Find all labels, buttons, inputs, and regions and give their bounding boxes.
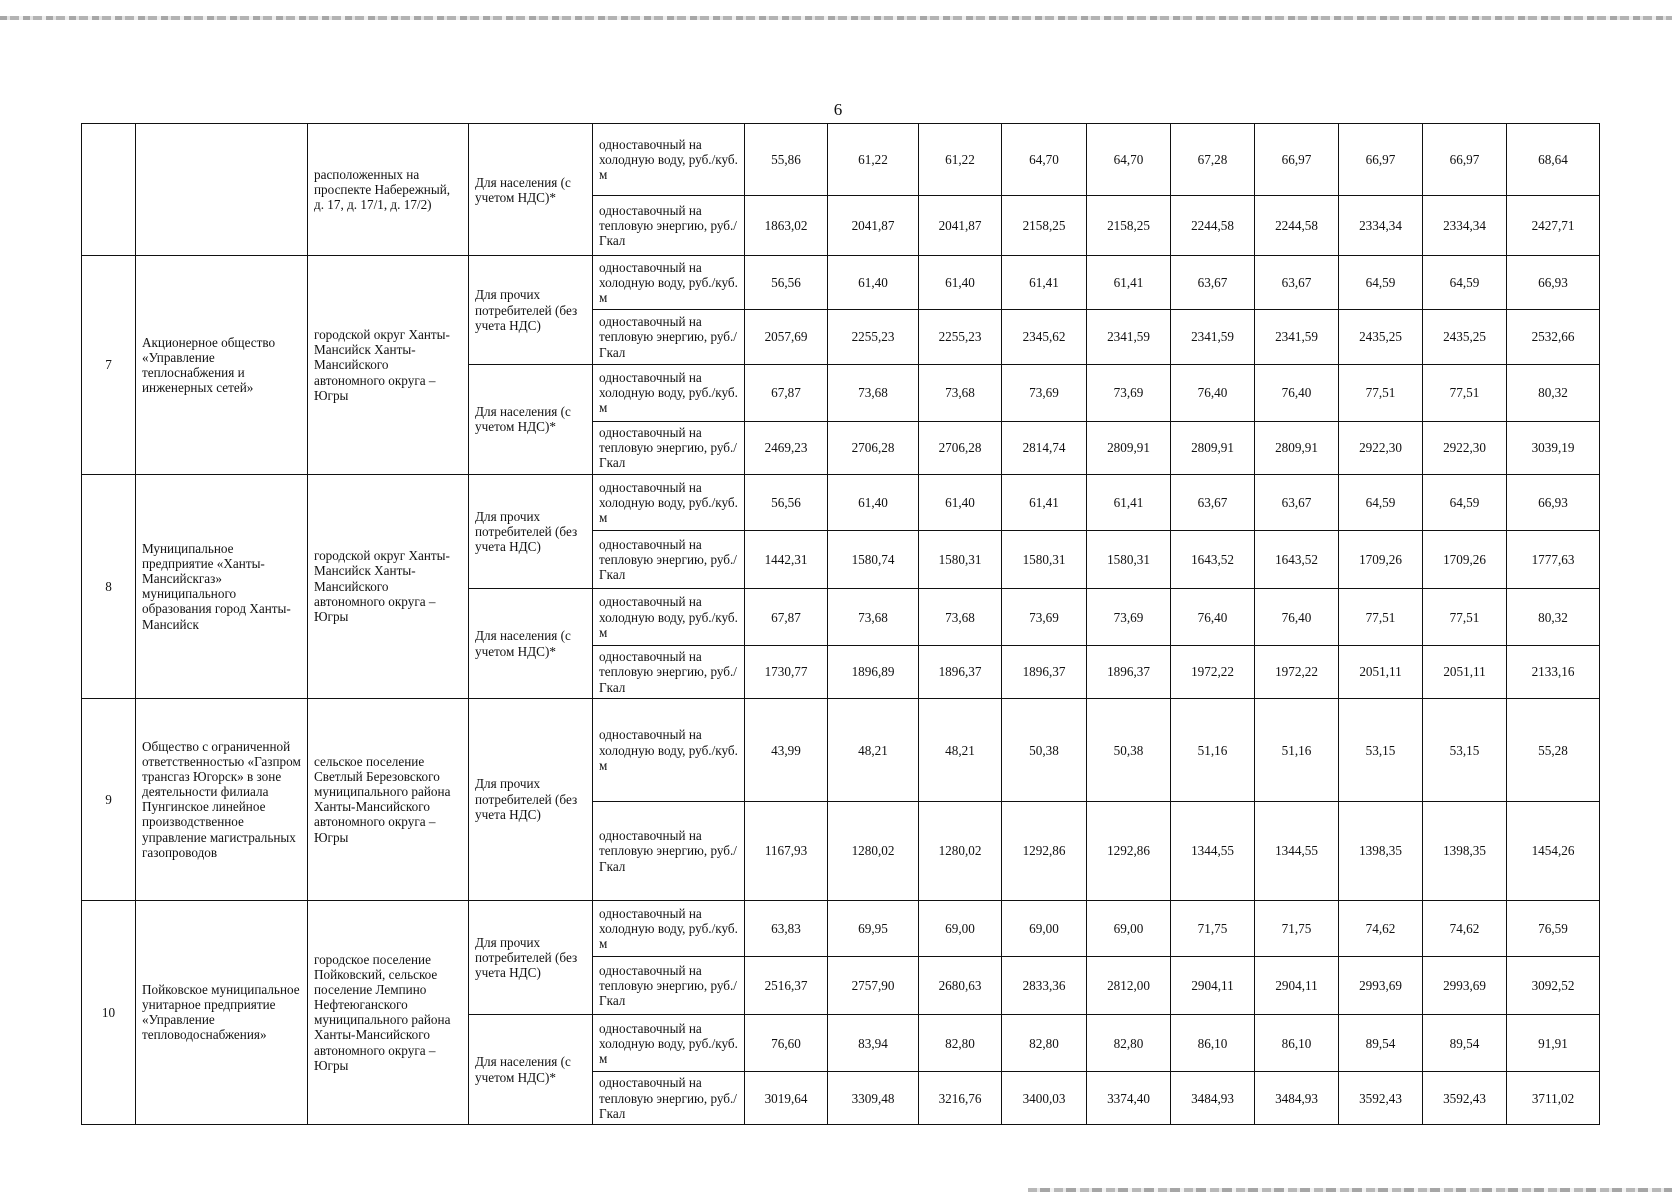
tariff-value: 2435,25	[1339, 310, 1423, 365]
tariff-value: 2341,59	[1171, 310, 1255, 365]
tariff-value: 56,56	[745, 256, 828, 310]
rate-type: одноставочный на тепловую энергию, руб./ Гкал	[593, 802, 745, 900]
tariff-value: 89,54	[1339, 1015, 1423, 1072]
tariff-value: 2814,74	[1002, 421, 1087, 474]
tariff-value: 86,10	[1255, 1015, 1339, 1072]
tariff-value: 2255,23	[828, 310, 919, 365]
tariff-value: 73,68	[919, 589, 1002, 646]
rate-type: одноставочный на тепловую энергию, руб./ Гкал	[593, 421, 745, 474]
tariff-value: 1863,02	[745, 196, 828, 256]
tariff-value: 48,21	[828, 698, 919, 801]
tariff-value: 71,75	[1255, 900, 1339, 957]
tariff-value: 82,80	[1087, 1015, 1171, 1072]
tariff-value: 3484,93	[1171, 1072, 1255, 1125]
rate-type: одноставочный на холодную воду, руб./куб. м	[593, 364, 745, 421]
service-area: расположенных на проспекте Набережный, д. 17, д. 17/1, д. 17/2)	[308, 124, 469, 256]
tariff-value: 1580,31	[1002, 531, 1087, 589]
tariff-value: 61,41	[1002, 474, 1087, 531]
service-area: городской округ Ханты-Мансийск Ханты-Мансийского автономного округа – Югры	[308, 256, 469, 474]
tariff-value: 50,38	[1087, 698, 1171, 801]
tariff-value: 71,75	[1171, 900, 1255, 957]
tariff-value: 2334,34	[1339, 196, 1423, 256]
tariff-value: 73,68	[919, 364, 1002, 421]
tariff-value: 2435,25	[1423, 310, 1507, 365]
tariff-value: 66,97	[1255, 124, 1339, 196]
tariff-value: 1344,55	[1255, 802, 1339, 900]
tariff-value: 91,91	[1507, 1015, 1600, 1072]
tariff-value: 73,68	[828, 589, 919, 646]
tariff-value: 77,51	[1339, 589, 1423, 646]
tariff-value: 61,22	[919, 124, 1002, 196]
tariff-value: 1777,63	[1507, 531, 1600, 589]
scan-artifact-bottom	[1028, 1188, 1672, 1192]
service-area: городское поселение Пойковский, сельское поселение Лемпино Нефтеюганского муниципального района Ханты-Мансийского автономного округа – Югры	[308, 900, 469, 1124]
tariff-value: 1167,93	[745, 802, 828, 900]
tariff-value: 76,59	[1507, 900, 1600, 957]
tariff-value: 1344,55	[1171, 802, 1255, 900]
tariff-value: 2904,11	[1255, 957, 1339, 1015]
tariff-value: 3400,03	[1002, 1072, 1087, 1125]
tariff-value: 2922,30	[1339, 421, 1423, 474]
tariff-value: 3592,43	[1423, 1072, 1507, 1125]
tariff-value: 2133,16	[1507, 646, 1600, 699]
tariff-value: 2809,91	[1171, 421, 1255, 474]
consumer-category: Для прочих потребителей (без учета НДС)	[469, 900, 593, 1015]
tariff-value: 76,40	[1171, 589, 1255, 646]
tariff-value: 1709,26	[1423, 531, 1507, 589]
tariff-value: 2809,91	[1255, 421, 1339, 474]
tariff-value: 1398,35	[1423, 802, 1507, 900]
tariff-value: 64,70	[1087, 124, 1171, 196]
tariff-value: 2809,91	[1087, 421, 1171, 474]
row-index: 10	[82, 900, 136, 1124]
tariff-value: 3309,48	[828, 1072, 919, 1125]
tariff-value: 73,69	[1002, 589, 1087, 646]
tariff-value: 1398,35	[1339, 802, 1423, 900]
tariff-value: 1709,26	[1339, 531, 1423, 589]
table-row	[82, 900, 1600, 957]
tariff-value: 2757,90	[828, 957, 919, 1015]
tariff-value: 2051,11	[1423, 646, 1507, 699]
tariff-value: 2904,11	[1171, 957, 1255, 1015]
row-index: 7	[82, 256, 136, 474]
tariff-value: 2158,25	[1087, 196, 1171, 256]
tariff-value: 3711,02	[1507, 1072, 1600, 1125]
tariff-value: 61,40	[919, 474, 1002, 531]
tariff-value: 2812,00	[1087, 957, 1171, 1015]
tariff-value: 3092,52	[1507, 957, 1600, 1015]
rate-type: одноставочный на холодную воду, руб./куб. м	[593, 900, 745, 957]
rate-type: одноставочный на тепловую энергию, руб./ Гкал	[593, 531, 745, 589]
rate-type: одноставочный на холодную воду, руб./куб. м	[593, 256, 745, 310]
tariff-value: 61,40	[828, 256, 919, 310]
tariff-value: 1972,22	[1255, 646, 1339, 699]
tariff-value: 61,40	[919, 256, 1002, 310]
tariff-value: 50,38	[1002, 698, 1087, 801]
rate-type: одноставочный на холодную воду, руб./куб. м	[593, 124, 745, 196]
tariff-value: 2993,69	[1339, 957, 1423, 1015]
tariff-value: 3374,40	[1087, 1072, 1171, 1125]
tariff-value: 2469,23	[745, 421, 828, 474]
tariff-value: 3484,93	[1255, 1072, 1339, 1125]
consumer-category: Для прочих потребителей (без учета НДС)	[469, 698, 593, 900]
table-row	[82, 698, 1600, 801]
tariff-value: 64,70	[1002, 124, 1087, 196]
tariff-value: 73,69	[1087, 589, 1171, 646]
tariff-value: 89,54	[1423, 1015, 1507, 1072]
tariff-value: 1292,86	[1087, 802, 1171, 900]
tariff-value: 66,93	[1507, 256, 1600, 310]
tariff-value: 1896,89	[828, 646, 919, 699]
tariff-value: 68,64	[1507, 124, 1600, 196]
organization-name: Пойковское муниципальное унитарное предприятие «Управление тепловодоснабжения»	[136, 900, 308, 1124]
tariff-value: 1580,31	[919, 531, 1002, 589]
tariff-value: 67,28	[1171, 124, 1255, 196]
tariff-value: 1643,52	[1171, 531, 1255, 589]
tariff-value: 2341,59	[1087, 310, 1171, 365]
rate-type: одноставочный на холодную воду, руб./куб. м	[593, 1015, 745, 1072]
tariff-value: 69,00	[1002, 900, 1087, 957]
tariff-value: 1454,26	[1507, 802, 1600, 900]
tariff-value: 76,40	[1255, 589, 1339, 646]
tariff-value: 61,41	[1087, 474, 1171, 531]
tariff-value: 77,51	[1339, 364, 1423, 421]
tariff-value: 2244,58	[1255, 196, 1339, 256]
tariff-value: 53,15	[1339, 698, 1423, 801]
consumer-category: Для прочих потребителей (без учета НДС)	[469, 256, 593, 365]
tariff-value: 53,15	[1423, 698, 1507, 801]
consumer-category: Для населения (с учетом НДС)*	[469, 1015, 593, 1125]
tariff-value: 64,59	[1339, 256, 1423, 310]
tariff-value: 64,59	[1339, 474, 1423, 531]
tariff-value: 2041,87	[828, 196, 919, 256]
tariff-value: 1442,31	[745, 531, 828, 589]
consumer-category: Для прочих потребителей (без учета НДС)	[469, 474, 593, 589]
rate-type: одноставочный на тепловую энергию, руб./ Гкал	[593, 957, 745, 1015]
tariff-value: 55,28	[1507, 698, 1600, 801]
organization-name: Акционерное общество «Управление теплоснабжения и инженерных сетей»	[136, 256, 308, 474]
tariff-value: 1896,37	[1087, 646, 1171, 699]
row-index: 8	[82, 474, 136, 698]
tariff-value: 2706,28	[919, 421, 1002, 474]
tariff-value: 80,32	[1507, 364, 1600, 421]
tariff-value: 73,68	[828, 364, 919, 421]
tariff-value: 2427,71	[1507, 196, 1600, 256]
tariff-value: 76,60	[745, 1015, 828, 1072]
tariff-value: 1643,52	[1255, 531, 1339, 589]
tariff-value: 2345,62	[1002, 310, 1087, 365]
rate-type: одноставочный на тепловую энергию, руб./ Гкал	[593, 646, 745, 699]
tariff-value: 77,51	[1423, 589, 1507, 646]
tariff-value: 76,40	[1255, 364, 1339, 421]
tariff-value: 2516,37	[745, 957, 828, 1015]
tariff-table-body	[82, 124, 1600, 1125]
tariff-value: 61,22	[828, 124, 919, 196]
organization-name	[136, 124, 308, 256]
rate-type: одноставочный на холодную воду, руб./куб. м	[593, 589, 745, 646]
tariff-value: 63,67	[1171, 256, 1255, 310]
tariff-value: 86,10	[1171, 1015, 1255, 1072]
tariff-value: 69,00	[1087, 900, 1171, 957]
tariff-value: 51,16	[1171, 698, 1255, 801]
tariff-value: 2833,36	[1002, 957, 1087, 1015]
tariff-value: 73,69	[1002, 364, 1087, 421]
tariff-value: 1280,02	[828, 802, 919, 900]
tariff-value: 1896,37	[1002, 646, 1087, 699]
organization-name: Муниципальное предприятие «Ханты-Мансийскгаз» муниципального образования город Ханты-Мансийск	[136, 474, 308, 698]
tariff-value: 43,99	[745, 698, 828, 801]
tariff-value: 2706,28	[828, 421, 919, 474]
tariff-value: 67,87	[745, 364, 828, 421]
tariff-value: 2334,34	[1423, 196, 1507, 256]
rate-type: одноставочный на холодную воду, руб./куб. м	[593, 474, 745, 531]
rate-type: одноставочный на тепловую энергию, руб./ Гкал	[593, 310, 745, 365]
tariff-value: 1280,02	[919, 802, 1002, 900]
tariff-value: 1292,86	[1002, 802, 1087, 900]
tariff-table	[81, 123, 1600, 1125]
tariff-value: 2993,69	[1423, 957, 1507, 1015]
service-area: сельское поселение Светлый Березовского муниципального района Ханты-Мансийского автономного округа – Югры	[308, 698, 469, 900]
rate-type: одноставочный на тепловую энергию, руб./ Гкал	[593, 196, 745, 256]
tariff-value: 3216,76	[919, 1072, 1002, 1125]
tariff-value: 63,83	[745, 900, 828, 957]
tariff-value: 64,59	[1423, 474, 1507, 531]
tariff-value: 69,95	[828, 900, 919, 957]
tariff-value: 63,67	[1171, 474, 1255, 531]
tariff-value: 74,62	[1339, 900, 1423, 957]
tariff-value: 82,80	[1002, 1015, 1087, 1072]
tariff-value: 1580,31	[1087, 531, 1171, 589]
row-index: 9	[82, 698, 136, 900]
tariff-value: 3592,43	[1339, 1072, 1423, 1125]
rate-type: одноставочный на холодную воду, руб./куб. м	[593, 698, 745, 801]
tariff-value: 2341,59	[1255, 310, 1339, 365]
scan-artifact-top	[0, 16, 1672, 20]
tariff-value: 73,69	[1087, 364, 1171, 421]
tariff-value: 55,86	[745, 124, 828, 196]
tariff-value: 76,40	[1171, 364, 1255, 421]
tariff-value: 69,00	[919, 900, 1002, 957]
consumer-category: Для населения (с учетом НДС)*	[469, 589, 593, 699]
tariff-value: 66,97	[1423, 124, 1507, 196]
tariff-value: 51,16	[1255, 698, 1339, 801]
tariff-value: 1972,22	[1171, 646, 1255, 699]
tariff-value: 77,51	[1423, 364, 1507, 421]
tariff-value: 67,87	[745, 589, 828, 646]
tariff-value: 83,94	[828, 1015, 919, 1072]
tariff-value: 3019,64	[745, 1072, 828, 1125]
tariff-value: 63,67	[1255, 474, 1339, 531]
tariff-value: 64,59	[1423, 256, 1507, 310]
tariff-value: 3039,19	[1507, 421, 1600, 474]
tariff-value: 2057,69	[745, 310, 828, 365]
organization-name: Общество с ограниченной ответственностью «Газпром трансгаз Югорск» в зоне деятельности филиала Пунгинское линейное производственное управление магистральных газопроводов	[136, 698, 308, 900]
tariff-value: 61,40	[828, 474, 919, 531]
tariff-value: 2244,58	[1171, 196, 1255, 256]
tariff-value: 2041,87	[919, 196, 1002, 256]
tariff-value: 1580,74	[828, 531, 919, 589]
tariff-value: 2158,25	[1002, 196, 1087, 256]
tariff-value: 2680,63	[919, 957, 1002, 1015]
tariff-value: 1730,77	[745, 646, 828, 699]
tariff-value: 2255,23	[919, 310, 1002, 365]
tariff-value: 74,62	[1423, 900, 1507, 957]
tariff-value: 61,41	[1002, 256, 1087, 310]
tariff-value: 82,80	[919, 1015, 1002, 1072]
table-row	[82, 474, 1600, 531]
tariff-value: 66,93	[1507, 474, 1600, 531]
tariff-value: 2532,66	[1507, 310, 1600, 365]
service-area: городской округ Ханты-Мансийск Ханты-Мансийского автономного округа – Югры	[308, 474, 469, 698]
tariff-value: 63,67	[1255, 256, 1339, 310]
consumer-category: Для населения (с учетом НДС)*	[469, 124, 593, 256]
table-row	[82, 256, 1600, 310]
tariff-value: 2051,11	[1339, 646, 1423, 699]
tariff-value: 80,32	[1507, 589, 1600, 646]
tariff-value: 48,21	[919, 698, 1002, 801]
row-index	[82, 124, 136, 256]
table-row	[82, 124, 1600, 196]
tariff-value: 66,97	[1339, 124, 1423, 196]
rate-type: одноставочный на тепловую энергию, руб./ Гкал	[593, 1072, 745, 1125]
tariff-value: 1896,37	[919, 646, 1002, 699]
tariff-value: 61,41	[1087, 256, 1171, 310]
consumer-category: Для населения (с учетом НДС)*	[469, 364, 593, 474]
page-number: 6	[833, 100, 843, 119]
tariff-value: 2922,30	[1423, 421, 1507, 474]
tariff-value: 56,56	[745, 474, 828, 531]
